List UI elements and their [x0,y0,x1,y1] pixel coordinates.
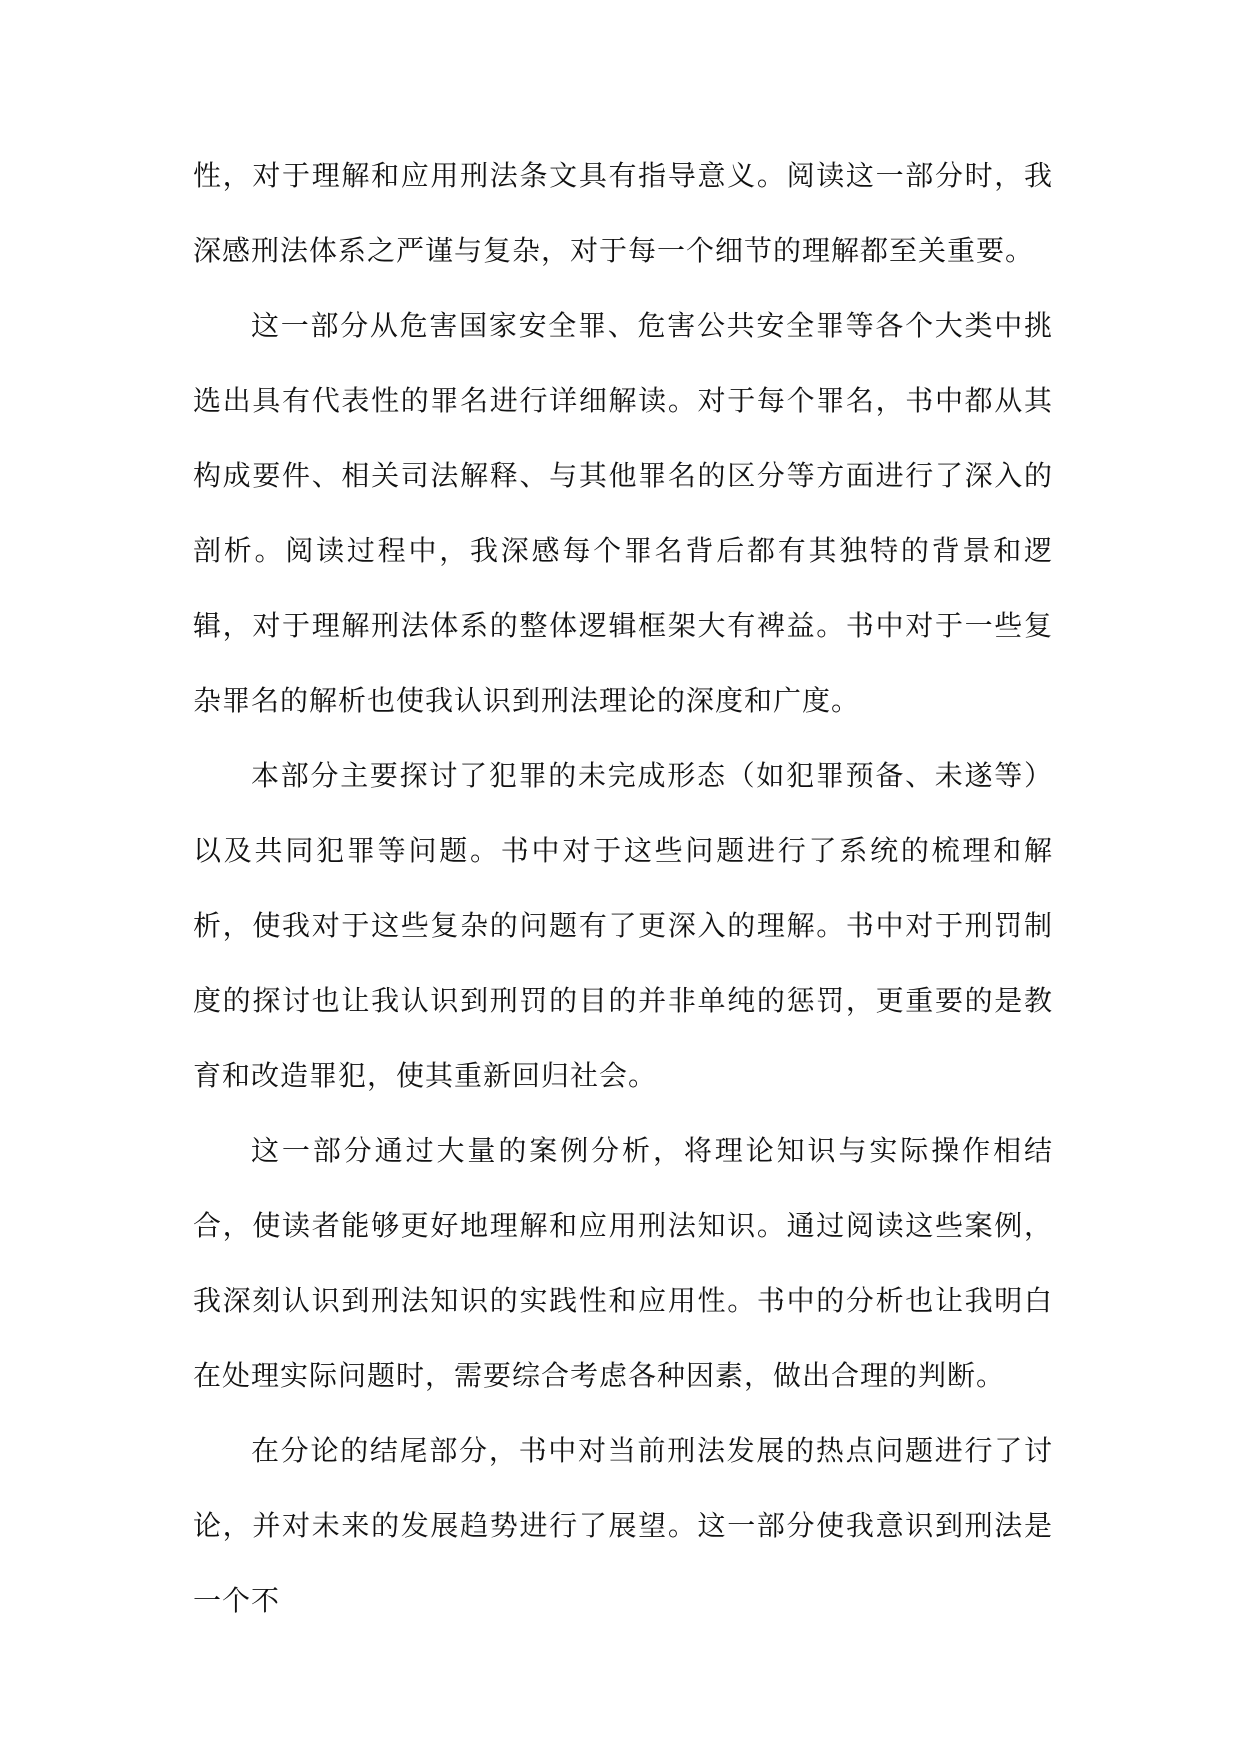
paragraph-3: 本部分主要探讨了犯罪的未完成形态（如犯罪预备、未遂等）以及共同犯罪等问题。书中对于这些问题进行了系统的梳理和解析，使我对于这些复杂的问题有了更深入的理解。书中对于刑罚制度的探讨也让我认识到刑罚的目的并非单纯的惩罚，更重要的是教育和改造罪犯，使其重新回归社会。 [193,759,1053,1092]
paragraph-5: 在分论的结尾部分，书中对当前刑法发展的热点问题进行了讨论，并对未来的发展趋势进行了展望。这一部分使我意识到刑法是一个不 [193,1434,1053,1617]
paragraph-2: 这一部分从危害国家安全罪、危害公共安全罪等各个大类中挑选出具有代表性的罪名进行详细解读。对于每个罪名，书中都从其构成要件、相关司法解释、与其他罪名的区分等方面进行了深入的剖析。阅读过程中，我深感每个罪名背后都有其独特的背景和逻辑，对于理解刑法体系的整体逻辑框架大有裨益。书中对于一些复杂罪名的解析也使我认识到刑法理论的深度和广度。 [193,309,1053,717]
document-body [193,138,1053,1638]
paragraph-1: 性，对于理解和应用刑法条文具有指导意义。阅读这一部分时，我深感刑法体系之严谨与复杂，对于每一个细节的理解都至关重要。 [193,159,1053,267]
paragraph-4: 这一部分通过大量的案例分析，将理论知识与实际操作相结合，使读者能够更好地理解和应用刑法知识。通过阅读这些案例，我深刻认识到刑法知识的实践性和应用性。书中的分析也让我明白在处理实际问题时，需要综合考虑各种因素，做出合理的判断。 [193,1134,1053,1392]
